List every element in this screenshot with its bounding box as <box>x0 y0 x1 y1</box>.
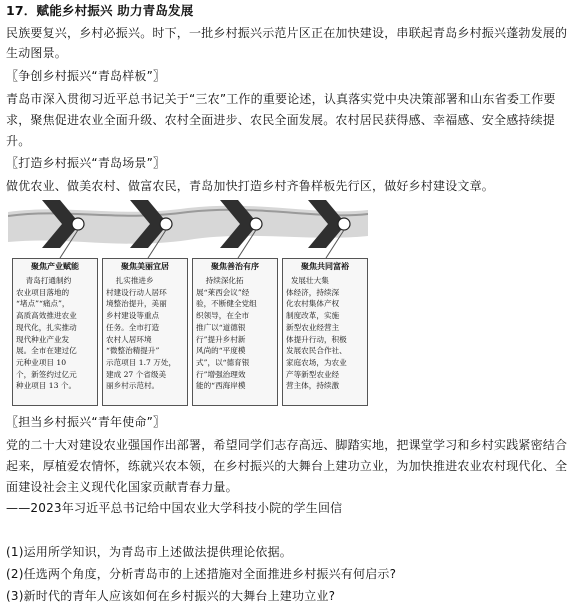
card-body: 青岛打通制约 农业项目落地的 “堵点”“痛点”， 高质高效推进农业 现代化，扎实推动 现代种业产业发 展。全市在建过亿 元种业项目 10 个，新签约过亿元 种业项目 13 个。 <box>16 276 77 391</box>
sub-question: (2)任选两个角度，分析青岛市的上述措施对全面推进乡村振兴有何启示? <box>6 567 397 581</box>
body-line: 求，聚焦促进农业全面升级、农村全面进步、农民全面发展。农村居民获得感、幸福感、安全感持续提 <box>6 113 556 127</box>
card-title: 聚焦产业赋能 <box>31 261 79 271</box>
section-heading: 〖争创乡村振兴“青岛样板”〗 <box>6 69 166 83</box>
card-title: 聚焦共同富裕 <box>301 261 349 271</box>
quote-line: 起来，厚植爱农情怀，练就兴农本领，在乡村振兴的大舞台上建功立业，为加快推进农业农村现代化、全 <box>6 459 568 473</box>
card-governance <box>192 258 278 406</box>
intro-line: 生动图景。 <box>6 46 68 60</box>
quote-line: 党的二十大对建设农业强国作出部署，希望同学们志存高远、脚踏实地，把课堂学习和乡村实践紧密结合 <box>6 438 568 452</box>
body-line: 青岛市深入贯彻习近平总书记关于“三农”工作的重要论述，认真落实党中央决策部署和山东省委工作要 <box>6 92 556 106</box>
card-title: 聚焦善治有序 <box>211 261 259 271</box>
quote-line: 面建设社会主义现代化国家贡献青春力量。 <box>6 480 238 494</box>
question-title: 17．赋能乡村振兴 助力青岛发展 <box>6 3 194 18</box>
sub-question: (1)运用所学知识，为青岛市上述做法提供理论依据。 <box>6 545 292 559</box>
body-line: 做优农业、做美农村、做富农民，青岛加快打造乡村齐鲁样板先行区，做好乡村建设文章。 <box>6 179 495 193</box>
card-industry <box>12 258 98 406</box>
section-heading: 〖打造乡村振兴“青岛场景”〗 <box>6 156 166 170</box>
card-livable <box>102 258 188 406</box>
intro-line: 民族要复兴，乡村必振兴。时下，一批乡村振兴示范片区正在加快建设，串联起青岛乡村振兴蓬勃发展的 <box>6 26 568 40</box>
card-body: 扎实推进乡 村建设行动人居环 境整治提升，美丽 乡村建设等重点 任务。全市打造 农村人居环境 “微整治精提升” 示范项目 1.7 万处， 建成 27 个省级美 丽乡村示范村。 <box>106 276 177 391</box>
card-body: 持续深化拓 展“莱西会议”经 验，不断健全党组 织领导，在全市 推广以“道德银 行”提升乡村新 风尚的“平度模 式”，以“德育银 行”增强治理效 能的“西海岸模 <box>196 276 257 391</box>
card-title: 聚焦美丽宜居 <box>121 261 169 271</box>
card-body: 发展壮大集 体经济，持续深 化农村集体产权 制度改革，实施 新型农业经营主 体提升行动，积极 发展农民合作社、 家庭农场，为农业 产等新型农业经 营主体，持续激 <box>286 276 347 391</box>
timeline-figure <box>8 196 368 408</box>
sub-question: (3)新时代的青年人应该如何在乡村振兴的大舞台上建功立业? <box>6 589 336 603</box>
quote-source: ——2023年习近平总书记给中国农业大学科技小院的学生回信 <box>6 501 343 515</box>
section-heading: 〖担当乡村振兴“青年使命”〗 <box>6 415 166 429</box>
body-line: 升。 <box>6 134 31 148</box>
card-prosperity <box>282 258 368 406</box>
